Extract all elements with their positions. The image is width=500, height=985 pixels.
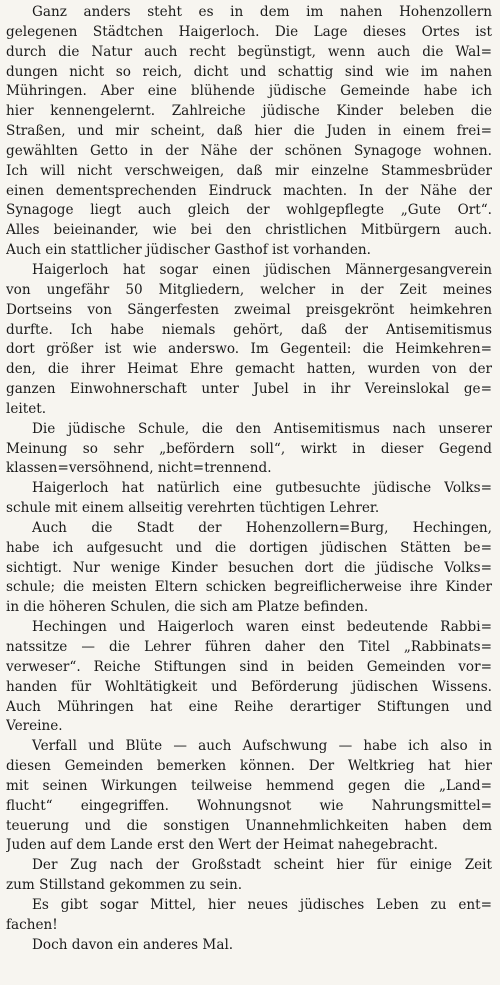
text-line: dort größer ist wie anderswo. Im Gegenteil: die Heimkehren= (6, 341, 492, 358)
text-line: verweser“. Reiche Stiftungen sind in beiden Gemeinden vor= (6, 658, 492, 675)
article-paragraph (6, 261, 492, 420)
text-line: schule; die meisten Eltern schicken begreiflicherweise ihre Kinder (6, 579, 492, 596)
text-line: Meinung so sehr „befördern soll“, wirkt in dieser Gegend (6, 440, 492, 457)
article-paragraph (6, 618, 492, 737)
text-line: Haigerloch hat sogar einen jüdischen Männergesangverein (32, 261, 492, 278)
text-line: zum Stillstand gekommen zu sein. (6, 877, 243, 894)
text-line: Haigerloch hat natürlich eine gutbesuchte jüdische Volks= (32, 480, 492, 497)
text-line: den, die ihrer Heimat Ehre gemacht hatten, wurden von der (6, 361, 492, 378)
text-line: durfte. Ich habe niemals gehört, daß der Antisemitismus (6, 321, 492, 338)
text-line: Synagoge liegt auch gleich der wohlgepflegte „Gute Ort“. (6, 202, 492, 219)
text-line: von ungefähr 50 Mitgliedern, welcher in der Zeit meines (6, 281, 492, 298)
text-line: handen für Wohltätigkeit und Beförderung jüdischen Wissens. (6, 678, 492, 695)
text-line: gelegenen Städtchen Haigerloch. Die Lage dieses Ortes ist (6, 23, 492, 40)
text-line: teuerung und die sonstigen Unannehmlichkeiten haben dem (6, 817, 492, 834)
article-paragraph (6, 737, 492, 856)
article-paragraph (6, 896, 492, 936)
text-line: Auch die Stadt der Hohenzollern=Burg, Hechingen, (32, 519, 492, 536)
text-line: diesen Gemeinden bemerken können. Der Weltkrieg hat hier (6, 758, 492, 775)
text-line: schule mit einem allseitig verehrten tüchtigen Lehrer. (6, 500, 380, 517)
text-line: leitet. (6, 400, 47, 417)
text-line: Vereine. (6, 718, 63, 735)
text-line: einen dementsprechenden Eindruck machten. In der Nähe der (6, 182, 492, 199)
text-line: dungen nicht so reich, dicht und schattig sind wie im nahen (6, 63, 492, 80)
text-line: ganzen Einwohnerschaft unter Jubel in ihr Vereinslokal ge= (6, 381, 492, 398)
text-line: Ich will nicht verschweigen, daß mir einzelne Stammesbrüder (6, 162, 492, 179)
text-line: in die höheren Schulen, die sich am Platze befinden. (6, 599, 369, 616)
text-line: durch die Natur auch recht begünstigt, wenn auch die Wal= (6, 43, 492, 60)
text-line: Dortseins von Sängerfesten zweimal preisgekrönt heimkehren (6, 301, 492, 318)
article-paragraph (6, 479, 492, 519)
text-line: Verfall und Blüte — auch Aufschwung — habe ich also in (32, 738, 492, 755)
text-line: klassen=versöhnend, nicht=trennend. (6, 460, 272, 477)
text-line: Auch ein stattlicher jüdischer Gasthof ist vorhanden. (6, 242, 371, 259)
text-line: Hechingen und Haigerloch waren einst bedeutende Rabbi= (32, 619, 492, 636)
text-line: habe ich aufgesucht und die dortigen jüdischen Stätten be= (6, 539, 492, 556)
text-line: fachen! (6, 916, 58, 933)
article-paragraph (6, 936, 492, 956)
text-line: gewählten Getto in der Nähe der schönen Synagoge wohnen. (6, 142, 492, 159)
text-line: Alles beieinander, wie bei den christlichen Mitbürgern auch. (6, 222, 492, 239)
article-paragraph (6, 3, 492, 261)
text-line: Juden auf dem Lande erst den Wert der Heimat nahegebracht. (6, 837, 438, 854)
text-line: Die jüdische Schule, die den Antisemitismus nach unserer (32, 420, 492, 437)
article-body (6, 3, 492, 956)
text-line: hier kennengelernt. Zahlreiche jüdische Kinder beleben die (6, 103, 492, 120)
text-line: Mühringen. Aber eine blühende jüdische Gemeinde habe ich (6, 83, 492, 100)
text-line: Doch davon ein anderes Mal. (32, 936, 234, 953)
text-line: Der Zug nach der Großstadt scheint hier für einige Zeit (32, 857, 492, 874)
text-line: Straßen, und mir scheint, daß hier die Juden in einem frei= (6, 123, 492, 140)
text-line: mit seinen Wirkungen teilweise hemmend gegen die „Land= (6, 777, 492, 794)
text-line: sichtigt. Nur wenige Kinder besuchen dort die jüdische Volks= (6, 559, 492, 576)
text-line: natssitze — die Lehrer führen daher den Titel „Rabbinats= (6, 639, 492, 655)
article-paragraph (6, 420, 492, 480)
text-line: Es gibt sogar Mittel, hier neues jüdisches Leben zu ent= (32, 896, 492, 913)
article-paragraph (6, 519, 492, 618)
article-paragraph (6, 856, 492, 896)
text-line: Ganz anders steht es in dem im nahen Hohenzollern (32, 4, 492, 20)
text-line: Auch Mühringen hat eine Reihe derartiger Stiftungen und (6, 698, 492, 715)
text-line: flucht“ eingegriffen. Wohnungsnot wie Nahrungsmittel= (6, 797, 492, 814)
